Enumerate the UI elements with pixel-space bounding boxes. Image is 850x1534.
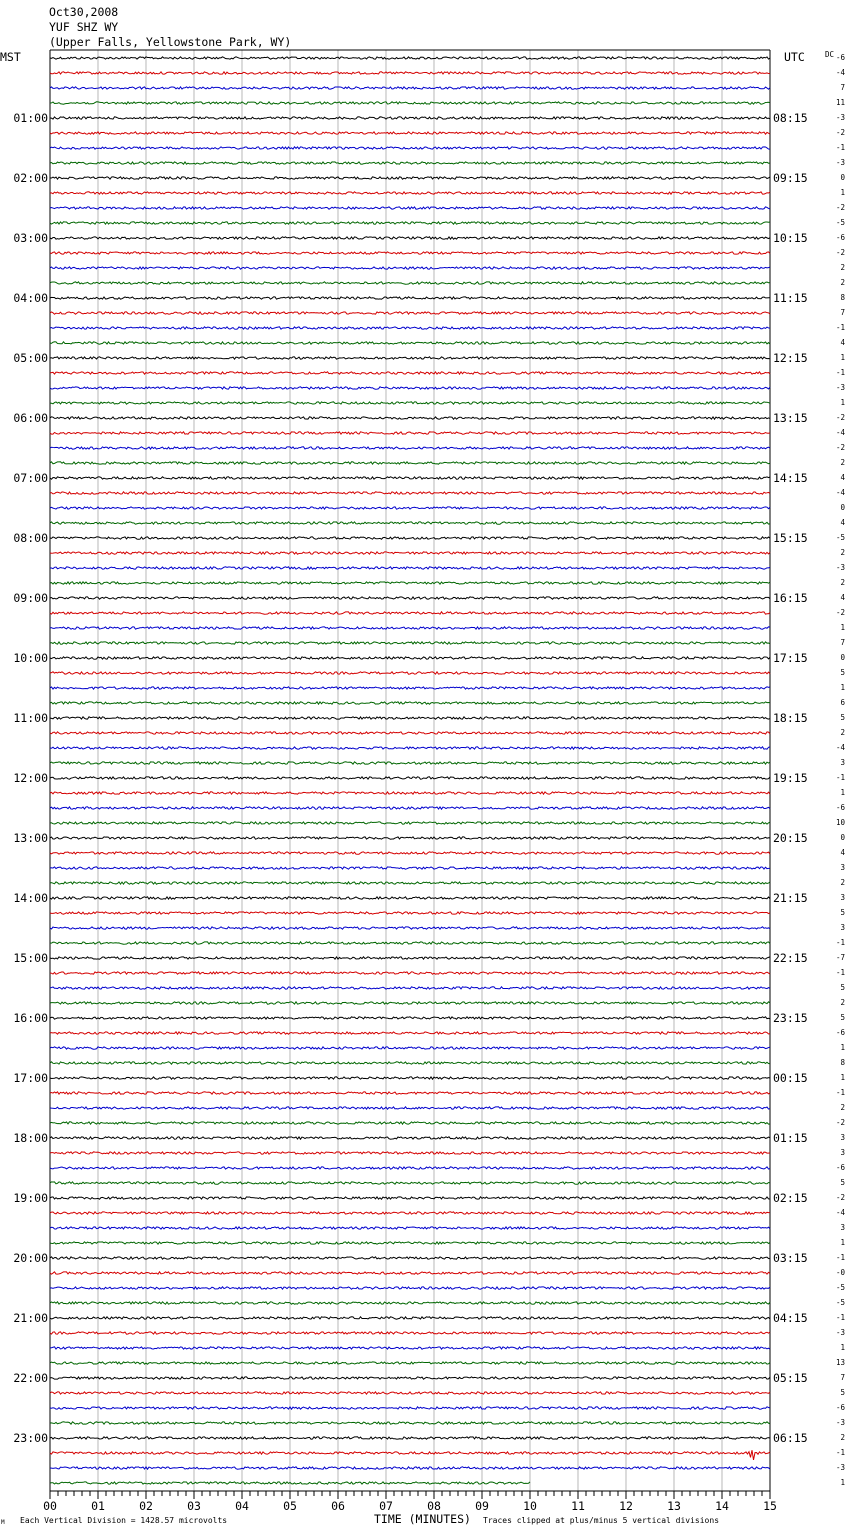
dc-offset-label: -2	[835, 1118, 845, 1127]
dc-offset-label: -1	[835, 1313, 845, 1322]
left-hour-label: 19:00	[13, 1191, 48, 1205]
dc-offset-label: 3	[840, 1133, 845, 1142]
x-tick-label: 15	[763, 1499, 777, 1513]
dc-offset-label: 5	[840, 713, 845, 722]
x-tick-label: 03	[187, 1499, 201, 1513]
trace-line-43	[50, 702, 770, 704]
dc-offset-label: 1	[840, 683, 845, 692]
dc-offset-label: -3	[835, 1328, 845, 1337]
trace-line-11	[50, 222, 770, 224]
dc-offset-label: 2	[840, 458, 845, 467]
dc-offset-label: -1	[835, 1448, 845, 1457]
trace-line-71	[50, 1122, 770, 1124]
header-station: YUF SHZ WY	[49, 20, 119, 34]
trace-line-91	[50, 1422, 770, 1424]
dc-offset-label: -2	[835, 608, 845, 617]
trace-line-65	[50, 1032, 770, 1034]
right-hour-label: 15:15	[773, 531, 808, 545]
trace-line-54	[50, 867, 770, 869]
dc-offset-label: 4	[840, 593, 845, 602]
x-tick-label: 13	[667, 1499, 681, 1513]
trace-line-14	[50, 267, 770, 269]
dc-offset-label: -1	[835, 1253, 845, 1262]
trace-line-29	[50, 492, 770, 494]
trace-line-18	[50, 327, 770, 329]
left-hour-label: 15:00	[13, 951, 48, 965]
dc-offset-label: -4	[835, 428, 845, 437]
trace-line-58	[50, 927, 770, 929]
dc-offset-label: 3	[840, 923, 845, 932]
dc-offset-label: -3	[835, 1463, 845, 1472]
dc-offset-label: 0	[840, 503, 845, 512]
dc-offset-label: 1	[840, 1073, 845, 1082]
left-hour-label: 17:00	[13, 1071, 48, 1085]
dc-offset-label: -6	[835, 1163, 845, 1172]
trace-line-85	[50, 1332, 770, 1334]
left-hour-label: 10:00	[13, 651, 48, 665]
x-tick-label: 00	[43, 1499, 57, 1513]
trace-line-62	[50, 987, 770, 989]
dc-offset-labels	[836, 53, 846, 1487]
x-tick-label: 06	[331, 1499, 345, 1513]
dc-offset-label: -6	[835, 803, 845, 812]
dc-offset-label: -1	[835, 368, 845, 377]
trace-line-19	[50, 342, 770, 344]
dc-offset-label: 3	[840, 1148, 845, 1157]
trace-line-20	[50, 357, 770, 359]
trace-line-3	[50, 102, 770, 104]
trace-line-37	[50, 612, 770, 614]
trace-line-60	[50, 957, 770, 959]
dc-offset-label: 5	[840, 1388, 845, 1397]
left-timezone-label: MST	[0, 50, 21, 64]
x-tick-label: 01	[91, 1499, 105, 1513]
dc-offset-label: 1	[840, 188, 845, 197]
left-hour-label: 22:00	[13, 1371, 48, 1385]
trace-line-89	[50, 1392, 770, 1394]
trace-line-28	[50, 477, 770, 479]
trace-line-70	[50, 1107, 770, 1109]
trace-line-25	[50, 432, 770, 434]
dc-offset-label: 8	[840, 1058, 845, 1067]
x-tick-label: 02	[139, 1499, 153, 1513]
right-hour-labels	[773, 111, 808, 1445]
dc-offset-label: 1	[840, 1238, 845, 1247]
dc-offset-label: 1	[840, 353, 845, 362]
trace-line-72	[50, 1137, 770, 1139]
left-hour-label: 20:00	[13, 1251, 48, 1265]
trace-line-69	[50, 1092, 770, 1094]
trace-line-15	[50, 282, 770, 284]
trace-line-75	[50, 1182, 770, 1184]
trace-line-41	[50, 672, 770, 674]
trace-line-86	[50, 1347, 770, 1349]
dc-offset-label: -4	[835, 743, 845, 752]
right-hour-label: 18:15	[773, 711, 808, 725]
trace-line-73	[50, 1152, 770, 1154]
trace-line-48	[50, 777, 770, 779]
right-hour-label: 22:15	[773, 951, 808, 965]
trace-line-81	[50, 1272, 770, 1274]
dc-offset-label: 2	[840, 998, 845, 1007]
right-hour-label: 12:15	[773, 351, 808, 365]
left-hour-label: 07:00	[13, 471, 48, 485]
dc-offset-label: -1	[835, 143, 845, 152]
trace-line-42	[50, 687, 770, 689]
dc-offset-label: 4	[840, 473, 845, 482]
dc-offset-label: -3	[835, 1418, 845, 1427]
dc-offset-label: 2	[840, 1433, 845, 1442]
dc-offset-label: 2	[840, 1103, 845, 1112]
dc-offset-label: 5	[840, 1178, 845, 1187]
dc-offset-label: -5	[835, 218, 845, 227]
x-tick-label: 08	[427, 1499, 441, 1513]
trace-line-63	[50, 1002, 770, 1004]
dc-offset-label: 2	[840, 548, 845, 557]
trace-line-33	[50, 552, 770, 554]
trace-line-80	[50, 1257, 770, 1259]
trace-line-34	[50, 567, 770, 569]
trace-line-22	[50, 387, 770, 389]
trace-line-6	[50, 147, 770, 149]
dc-offset-label: -6	[835, 1403, 845, 1412]
left-hour-label: 13:00	[13, 831, 48, 845]
trace-line-66	[50, 1047, 770, 1049]
left-hour-label: 03:00	[13, 231, 48, 245]
right-hour-label: 09:15	[773, 171, 808, 185]
left-hour-label: 18:00	[13, 1131, 48, 1145]
trace-line-17	[50, 312, 770, 314]
left-hour-label: 05:00	[13, 351, 48, 365]
dc-offset-label: 7	[840, 1373, 845, 1382]
x-axis	[43, 1491, 777, 1513]
trace-line-84	[50, 1317, 770, 1319]
trace-line-16	[50, 297, 770, 299]
dc-offset-label: 11	[835, 98, 845, 107]
trace-line-57	[50, 912, 770, 914]
trace-line-52	[50, 837, 770, 839]
dc-offset-label: 13	[835, 1358, 845, 1367]
trace-line-67	[50, 1062, 770, 1064]
trace-line-79	[50, 1242, 770, 1244]
left-hour-labels	[13, 111, 48, 1445]
dc-offset-label: 2	[840, 578, 845, 587]
trace-line-4	[50, 117, 770, 119]
left-hour-label: 09:00	[13, 591, 48, 605]
trace-line-53	[50, 852, 770, 854]
trace-line-5	[50, 132, 770, 134]
trace-line-38	[50, 627, 770, 629]
dc-offset-label: -2	[835, 443, 845, 452]
left-hour-label: 12:00	[13, 771, 48, 785]
trace-line-92	[50, 1437, 770, 1439]
dc-offset-label: -3	[835, 383, 845, 392]
right-hour-label: 20:15	[773, 831, 808, 845]
dc-offset-label: 3	[840, 863, 845, 872]
dc-offset-label: 0	[840, 173, 845, 182]
trace-line-78	[50, 1227, 770, 1229]
dc-offset-label: 0	[840, 653, 845, 662]
left-hour-label: 06:00	[13, 411, 48, 425]
trace-line-40	[50, 657, 770, 659]
trace-line-23	[50, 402, 770, 404]
trace-line-35	[50, 582, 770, 584]
trace-line-49	[50, 792, 770, 794]
trace-line-32	[50, 537, 770, 539]
dc-offset-label: -4	[835, 68, 845, 77]
dc-offset-label: -2	[835, 413, 845, 422]
trace-group	[50, 57, 770, 1484]
dc-offset-label: -6	[835, 1028, 845, 1037]
dc-offset-label: 3	[840, 1223, 845, 1232]
dc-offset-label: 6	[840, 698, 845, 707]
right-hour-label: 10:15	[773, 231, 808, 245]
dc-offset-label: 3	[840, 758, 845, 767]
trace-line-93	[50, 1450, 770, 1460]
dc-offset-label: 10	[835, 818, 845, 827]
footer-scale-note: Each Vertical Division = 1428.57 microvolts	[20, 1516, 228, 1525]
trace-line-50	[50, 807, 770, 809]
dc-offset-label: -1	[835, 323, 845, 332]
dc-offset-label: -1	[835, 773, 845, 782]
dc-label: DC	[825, 50, 835, 59]
x-axis-label: TIME (MINUTES)	[374, 1512, 471, 1526]
dc-offset-label: 7	[840, 308, 845, 317]
dc-offset-label: 2	[840, 878, 845, 887]
dc-offset-label: -3	[835, 113, 845, 122]
dc-offset-label: 1	[840, 788, 845, 797]
dc-offset-label: 1	[840, 1478, 845, 1487]
trace-line-68	[50, 1077, 770, 1079]
dc-offset-label: -1	[835, 1088, 845, 1097]
trace-line-39	[50, 642, 770, 644]
trace-line-77	[50, 1212, 770, 1214]
right-hour-label: 23:15	[773, 1011, 808, 1025]
right-hour-label: 14:15	[773, 471, 808, 485]
dc-offset-label: 1	[840, 398, 845, 407]
x-tick-label: 12	[619, 1499, 633, 1513]
left-hour-label: 11:00	[13, 711, 48, 725]
dc-offset-label: -3	[835, 158, 845, 167]
right-hour-label: 17:15	[773, 651, 808, 665]
x-tick-label: 11	[571, 1499, 585, 1513]
trace-line-46	[50, 747, 770, 749]
right-timezone-label: UTC	[784, 50, 805, 64]
header-date: Oct30,2008	[49, 5, 119, 19]
dc-offset-label: 8	[840, 293, 845, 302]
x-tick-label: 14	[715, 1499, 729, 1513]
footer-mark: M	[1, 1519, 5, 1526]
right-hour-label: 01:15	[773, 1131, 808, 1145]
trace-line-7	[50, 162, 770, 164]
trace-line-82	[50, 1287, 770, 1289]
dc-offset-label: -5	[835, 533, 845, 542]
trace-line-88	[50, 1377, 770, 1379]
dc-offset-label: 1	[840, 623, 845, 632]
dc-offset-label: 0	[840, 833, 845, 842]
trace-line-31	[50, 522, 770, 524]
right-hour-label: 02:15	[773, 1191, 808, 1205]
dc-offset-label: 4	[840, 848, 845, 857]
dc-offset-label: 1	[840, 1043, 845, 1052]
trace-line-76	[50, 1197, 770, 1199]
dc-offset-label: 4	[840, 518, 845, 527]
trace-line-2	[50, 87, 770, 89]
dc-offset-label: 3	[840, 893, 845, 902]
right-hour-label: 06:15	[773, 1431, 808, 1445]
right-hour-label: 08:15	[773, 111, 808, 125]
trace-line-56	[50, 897, 770, 899]
right-hour-label: 03:15	[773, 1251, 808, 1265]
dc-offset-label: -1	[835, 968, 845, 977]
dc-offset-label: -2	[835, 248, 845, 257]
trace-line-87	[50, 1362, 770, 1364]
dc-offset-label: -0	[835, 1268, 845, 1277]
dc-offset-label: -4	[835, 488, 845, 497]
trace-line-74	[50, 1167, 770, 1169]
right-hour-label: 11:15	[773, 291, 808, 305]
trace-line-94	[50, 1467, 770, 1469]
left-hour-label: 02:00	[13, 171, 48, 185]
x-tick-label: 10	[523, 1499, 537, 1513]
trace-line-90	[50, 1407, 770, 1409]
right-hour-label: 16:15	[773, 591, 808, 605]
dc-offset-label: 7	[840, 638, 845, 647]
dc-offset-label: -2	[835, 1193, 845, 1202]
trace-line-24	[50, 417, 770, 419]
dc-offset-label: 5	[840, 908, 845, 917]
dc-offset-label: -3	[835, 563, 845, 572]
dc-offset-label: -4	[835, 1208, 845, 1217]
dc-offset-label: -2	[835, 128, 845, 137]
trace-line-9	[50, 192, 770, 194]
trace-line-13	[50, 252, 770, 254]
trace-line-26	[50, 447, 770, 449]
x-tick-label: 05	[283, 1499, 297, 1513]
trace-line-59	[50, 942, 770, 944]
left-hour-label: 01:00	[13, 111, 48, 125]
x-tick-label: 07	[379, 1499, 393, 1513]
dc-offset-label: -6	[835, 233, 845, 242]
trace-line-61	[50, 972, 770, 974]
trace-line-44	[50, 717, 770, 719]
left-hour-label: 21:00	[13, 1311, 48, 1325]
trace-line-27	[50, 462, 770, 464]
left-hour-label: 08:00	[13, 531, 48, 545]
trace-line-0	[50, 57, 770, 59]
right-hour-label: 19:15	[773, 771, 808, 785]
dc-offset-label: -1	[835, 938, 845, 947]
right-hour-label: 05:15	[773, 1371, 808, 1385]
trace-line-30	[50, 507, 770, 509]
right-hour-label: 21:15	[773, 891, 808, 905]
footer-clip-note: Traces clipped at plus/minus 5 vertical divisions	[483, 1516, 720, 1525]
dc-offset-label: 5	[840, 983, 845, 992]
right-hour-label: 00:15	[773, 1071, 808, 1085]
dc-offset-label: -5	[835, 1283, 845, 1292]
right-hour-label: 13:15	[773, 411, 808, 425]
trace-line-12	[50, 237, 770, 239]
trace-line-47	[50, 762, 770, 764]
dc-offset-label: 5	[840, 1013, 845, 1022]
trace-line-10	[50, 207, 770, 209]
x-tick-label: 09	[475, 1499, 489, 1513]
trace-line-64	[50, 1017, 770, 1019]
left-hour-label: 14:00	[13, 891, 48, 905]
dc-offset-label: -5	[835, 1298, 845, 1307]
dc-offset-label: -2	[835, 203, 845, 212]
dc-offset-label: 1	[840, 1343, 845, 1352]
x-tick-label: 04	[235, 1499, 249, 1513]
left-hour-label: 04:00	[13, 291, 48, 305]
header-location: (Upper Falls, Yellowstone Park, WY)	[49, 35, 292, 49]
dc-offset-label: 5	[840, 668, 845, 677]
left-hour-label: 23:00	[13, 1431, 48, 1445]
dc-offset-label: -7	[835, 953, 845, 962]
left-hour-label: 16:00	[13, 1011, 48, 1025]
trace-line-51	[50, 822, 770, 824]
dc-offset-label: 7	[840, 83, 845, 92]
dc-offset-label: 2	[840, 278, 845, 287]
dc-offset-label: 2	[840, 728, 845, 737]
trace-line-1	[50, 72, 770, 74]
trace-line-45	[50, 732, 770, 734]
dc-offset-label: 2	[840, 263, 845, 272]
dc-offset-label: -6	[835, 53, 845, 62]
right-hour-label: 04:15	[773, 1311, 808, 1325]
trace-line-83	[50, 1302, 770, 1304]
dc-offset-label: 4	[840, 338, 845, 347]
trace-line-8	[50, 177, 770, 179]
trace-line-21	[50, 372, 770, 374]
minute-gridlines	[50, 50, 770, 1491]
trace-line-36	[50, 597, 770, 599]
trace-line-55	[50, 882, 770, 884]
